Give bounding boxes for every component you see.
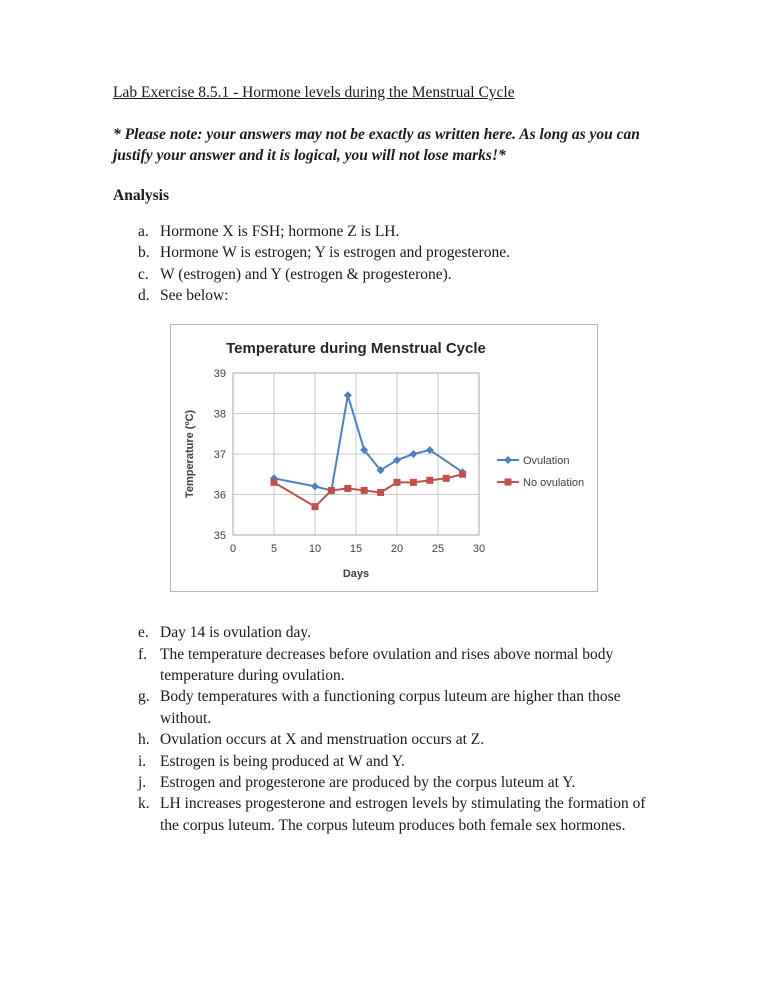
item-text: Body temperatures with a functioning corpus luteum are higher than those without. — [160, 688, 621, 727]
list-item — [138, 221, 658, 242]
list-item — [138, 751, 658, 772]
item-label: f. — [138, 645, 148, 663]
item-label: e. — [138, 624, 149, 642]
item-text: Estrogen is being produced at W and Y. — [160, 752, 405, 770]
list-item — [138, 686, 658, 729]
list-item — [138, 729, 658, 750]
section-heading: Analysis — [113, 186, 169, 204]
list-item — [138, 242, 658, 263]
item-label: h. — [138, 731, 150, 749]
svg-text:0: 0 — [229, 543, 237, 556]
svg-text:37: 37 — [213, 449, 226, 462]
svg-text:25: 25 — [431, 543, 445, 556]
list-item — [138, 285, 658, 306]
list-item — [138, 264, 658, 285]
item-label: k. — [138, 795, 150, 813]
item-text: Hormone W is estrogen; Y is estrogen and progesterone. — [160, 244, 510, 262]
svg-text:Temperature (ºC): Temperature (ºC) — [184, 410, 196, 499]
svg-text:5: 5 — [270, 543, 278, 556]
item-text: Day 14 is ovulation day. — [160, 624, 311, 642]
item-text: See below: — [160, 286, 229, 304]
list-item — [138, 793, 658, 836]
svg-text:Temperature during Menstrual C: Temperature during Menstrual Cycle — [226, 340, 486, 358]
item-label: b. — [138, 244, 150, 262]
svg-text:15: 15 — [349, 543, 363, 556]
svg-text:10: 10 — [308, 543, 322, 556]
svg-text:No ovulation: No ovulation — [523, 477, 585, 490]
note-text: * Please note: your answers may not be exactly as written here. As long as you can justify your answer and it is logical, you will not lose marks!* — [113, 126, 640, 165]
svg-text:36: 36 — [213, 489, 226, 502]
svg-text:Ovulation: Ovulation — [523, 455, 570, 468]
list-item — [138, 772, 658, 793]
item-label: g. — [138, 688, 150, 706]
item-text: Hormone X is FSH; hormone Z is LH. — [160, 222, 400, 240]
answer-list-before-chart — [138, 221, 658, 307]
svg-text:38: 38 — [213, 408, 226, 421]
item-label: c. — [138, 265, 149, 283]
svg-text:Days: Days — [342, 568, 370, 581]
item-label: d. — [138, 286, 150, 304]
list-item — [138, 622, 658, 643]
temperature-chart — [170, 324, 598, 592]
item-label: i. — [138, 752, 147, 770]
page-title: Lab Exercise 8.5.1 - Hormone levels during the Menstrual Cycle — [113, 84, 515, 101]
chart-svg — [171, 325, 597, 591]
item-text: Estrogen and progesterone are produced by the corpus luteum at Y. — [160, 773, 576, 791]
item-text: The temperature decreases before ovulation and rises above normal body temperature during ovulation. — [160, 645, 614, 684]
svg-text:30: 30 — [472, 543, 486, 556]
item-text: LH increases progesterone and estrogen levels by stimulating the formation of the corpus luteum. The corpus luteum produces both female sex hormones. — [160, 795, 646, 834]
item-text: W (estrogen) and Y (estrogen & progesterone). — [160, 265, 452, 283]
svg-text:20: 20 — [390, 543, 404, 556]
answer-list-after-chart — [138, 622, 658, 836]
item-label: a. — [138, 222, 149, 240]
svg-text:35: 35 — [213, 530, 226, 543]
svg-text:39: 39 — [213, 368, 226, 381]
item-text: Ovulation occurs at X and menstruation occurs at Z. — [160, 731, 485, 749]
list-item — [138, 644, 658, 687]
item-label: j. — [138, 773, 147, 791]
